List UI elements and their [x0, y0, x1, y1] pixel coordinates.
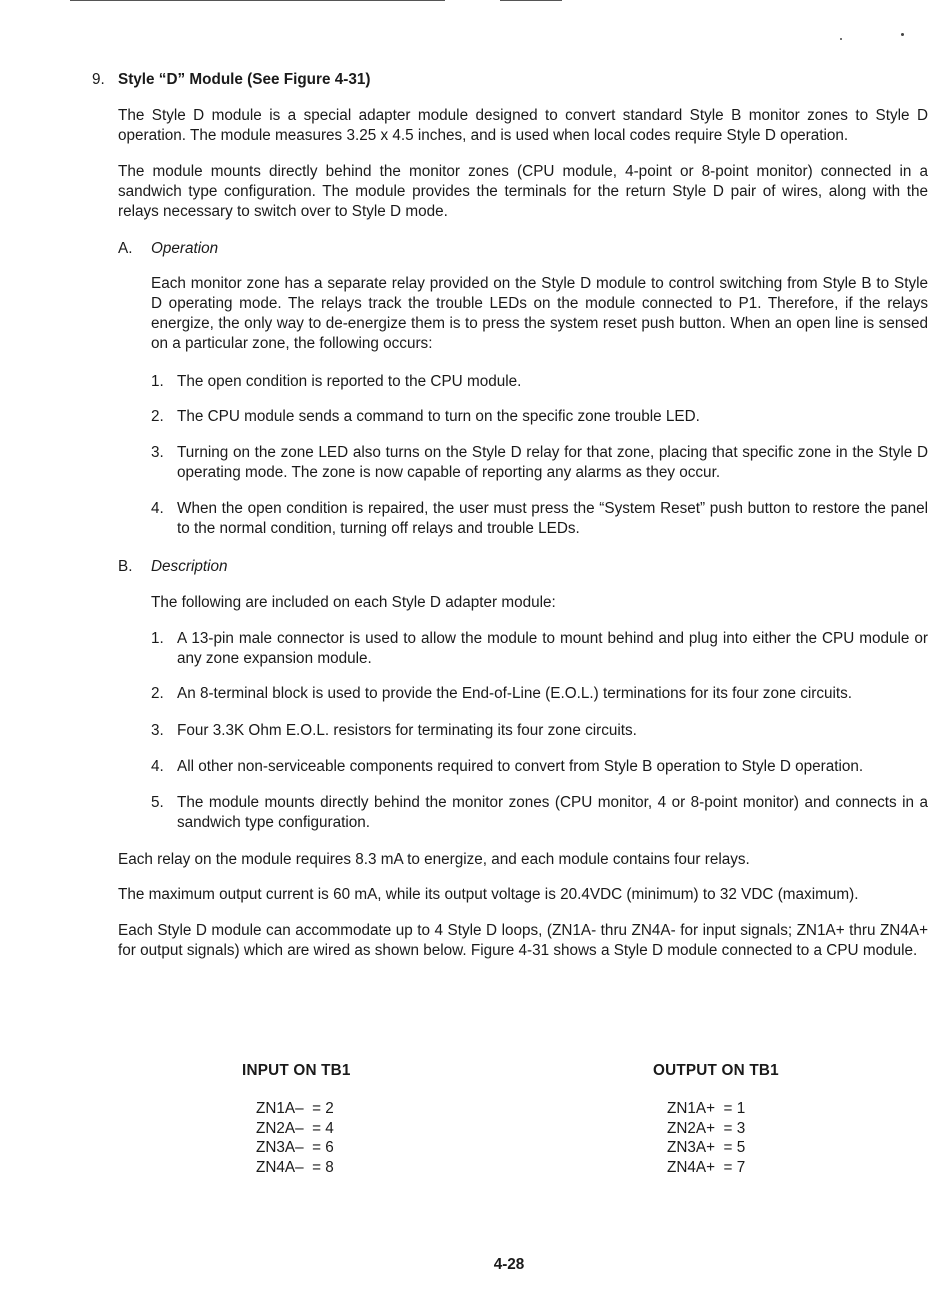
operation-list-item [151, 443, 928, 483]
operation-list-item [151, 372, 928, 392]
list-number: 4. [151, 500, 164, 517]
output-terminal-list [667, 1099, 745, 1177]
section-number: 9. [92, 71, 105, 88]
page-number: 4-28 [493, 1256, 525, 1273]
table-row: ZN2A– = 4 [256, 1119, 334, 1137]
scan-speck [901, 33, 904, 36]
list-number: 3. [151, 722, 164, 739]
intro-paragraph-1: The Style D module is a special adapter module designed to convert standard Style B monitor zones to Style D operation. The module measures 3.25 x 4.5 inches, and is used when local codes require Style D operation. [118, 107, 928, 144]
description-list-item [151, 629, 928, 669]
description-list-item [151, 684, 928, 704]
table-row: ZN3A– = 6 [256, 1139, 334, 1156]
top-scan-line-2 [500, 0, 562, 1]
table-row: ZN1A+ = 1 [667, 1100, 746, 1117]
operation-letter: A. [118, 240, 133, 257]
list-text: All other non-serviceable components required to convert from Style B operation to Style D operation. [177, 758, 864, 775]
list-number: 2. [151, 408, 164, 425]
list-number: 3. [151, 444, 164, 461]
list-text: The module mounts directly behind the monitor zones (CPU monitor, 4 or 8-point monitor) and connects in a sandwich type configuration. [177, 794, 928, 831]
list-text: Turning on the zone LED also turns on the Style D relay for that zone, placing that specific zone in the Style D operating mode. The zone is now capable of reporting any alarms as they occur. [177, 444, 928, 481]
input-table-heading: INPUT ON TB1 [242, 1062, 351, 1079]
list-number: 1. [151, 373, 164, 390]
intro-paragraph-2: The module mounts directly behind the monitor zones (CPU module, 4-point or 8-point monitor) connected in a sandwich type configuration. The module provides the terminals for the return Style D pair of wires, along with the relays necessary to switch over to Style D mode. [118, 163, 928, 220]
list-number: 1. [151, 630, 164, 647]
description-heading [118, 557, 228, 577]
section-title: Style “D” Module (See Figure 4-31) [118, 71, 371, 88]
list-number: 2. [151, 685, 164, 702]
operation-heading [118, 239, 218, 259]
operation-list-item [151, 407, 928, 427]
input-terminal-list [256, 1099, 334, 1177]
description-list-item [151, 757, 928, 777]
scan-speck [840, 38, 842, 40]
section-heading [92, 70, 370, 90]
list-text: The CPU module sends a command to turn on the specific zone trouble LED. [177, 408, 700, 425]
list-text: The open condition is reported to the CPU module. [177, 373, 522, 390]
table-row: ZN1A– = 2 [256, 1100, 334, 1117]
closing-paragraph-3: Each Style D module can accommodate up to 4 Style D loops, (ZN1A- thru ZN4A- for input signals; ZN1A+ thru ZN4A+ for output signals) which are wired as shown below. Figure 4-31 shows a Style D module connected to a CPU module. [118, 922, 928, 959]
description-list-item [151, 721, 928, 741]
table-row: ZN4A– = 8 [256, 1158, 334, 1176]
description-list-item [151, 793, 928, 833]
description-paragraph: The following are included on each Style D adapter module: [151, 594, 556, 611]
table-row: ZN3A+ = 5 [667, 1139, 746, 1156]
closing-paragraph-1: Each relay on the module requires 8.3 mA to energize, and each module contains four relays. [118, 851, 750, 868]
operation-title: Operation [151, 240, 219, 257]
list-text: Four 3.3K Ohm E.O.L. resistors for terminating its four zone circuits. [177, 722, 637, 739]
list-text: An 8-terminal block is used to provide the End-of-Line (E.O.L.) terminations for its four zone circuits. [177, 685, 853, 702]
output-table-heading: OUTPUT ON TB1 [653, 1062, 779, 1079]
list-text: A 13-pin male connector is used to allow the module to mount behind and plug into either the CPU module or any zone expansion module. [177, 630, 928, 667]
description-letter: B. [118, 558, 133, 575]
table-row: ZN2A+ = 3 [667, 1119, 746, 1137]
top-scan-line [70, 0, 445, 1]
list-number: 4. [151, 758, 164, 775]
description-title: Description [151, 558, 228, 575]
operation-list-item [151, 499, 928, 539]
list-text: When the open condition is repaired, the user must press the “System Reset” push button to restore the panel to the normal condition, turning off relays and trouble LEDs. [177, 500, 928, 537]
closing-paragraph-2: The maximum output current is 60 mA, while its output voltage is 20.4VDC (minimum) to 32 VDC (maximum). [118, 886, 859, 903]
operation-paragraph: Each monitor zone has a separate relay provided on the Style D module to control switching from Style B to Style D operating mode. The relays track the trouble LEDs on the module connected to P1. Therefore, if the relays energize, the only way to de-energize them is to press the system reset push button. When an open line is sensed on a particular zone, the following occurs: [151, 275, 928, 352]
table-row: ZN4A+ = 7 [667, 1158, 746, 1176]
list-number: 5. [151, 794, 164, 811]
